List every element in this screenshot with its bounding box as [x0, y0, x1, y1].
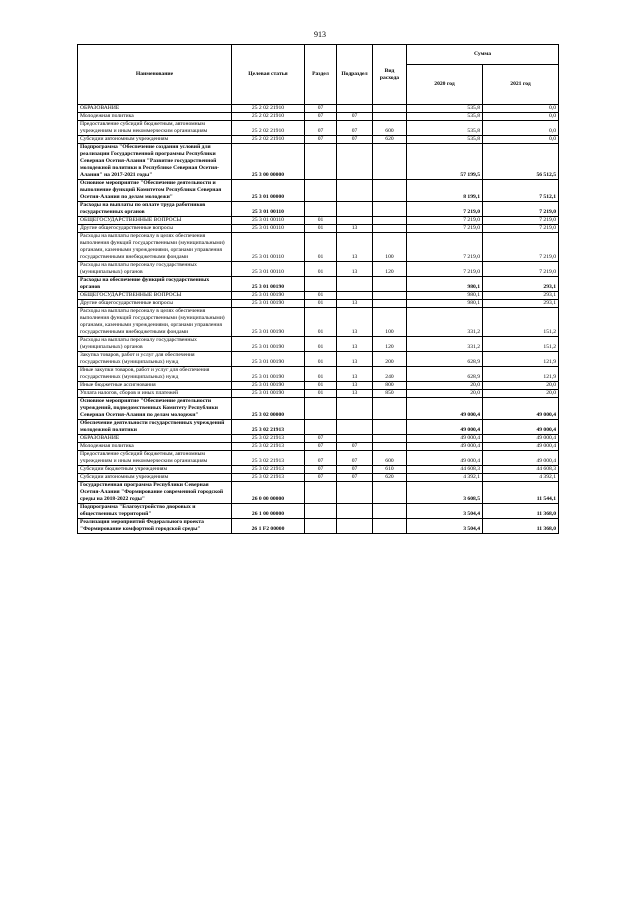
row-name: Расходы на выплаты персоналу в целях обеспечения выполнения функций государственными (муниципальными) органами, казенными учреждениями, органами управления государственными внебюджетными фондами	[78, 308, 232, 337]
row-target-code: 25 3 01 00000	[232, 180, 305, 202]
row-amount-2021: 49 000,4	[483, 420, 559, 435]
table-row	[78, 466, 559, 474]
table-row	[78, 136, 559, 144]
row-target-code: 25 3 02 21913	[232, 474, 305, 482]
table-row	[78, 113, 559, 121]
row-section: 01	[305, 337, 337, 352]
row-amount-2021: 0,0	[483, 136, 559, 144]
row-amount-2020: 331,2	[407, 337, 483, 352]
table-row	[78, 292, 559, 300]
row-section: 01	[305, 352, 337, 367]
table-row	[78, 451, 559, 466]
row-expense-type: 100	[373, 308, 407, 337]
row-name: Основное мероприятие "Обеспечение деятельности и выполнение функций Комитетом Республики Северная Осетия-Алания по делам молодежи"	[78, 180, 232, 202]
row-expense-type	[373, 217, 407, 225]
row-expense-type: 600	[373, 121, 407, 136]
row-name: ОБРАЗОВАНИЕ	[78, 105, 232, 113]
header-target: Целевая статья	[232, 45, 305, 105]
row-amount-2021: 151,2	[483, 337, 559, 352]
row-target-code: 26 0 00 00000	[232, 482, 305, 504]
row-amount-2021: 20,0	[483, 382, 559, 390]
row-subsection	[337, 202, 373, 217]
row-subsection: 13	[337, 308, 373, 337]
table-row	[78, 277, 559, 292]
row-amount-2021: 49 000,4	[483, 451, 559, 466]
table-row	[78, 474, 559, 482]
row-amount-2020: 3 504,4	[407, 504, 483, 519]
row-target-code: 25 3 01 00110	[232, 262, 305, 277]
table-row	[78, 390, 559, 398]
row-target-code: 25 2 02 21910	[232, 105, 305, 113]
row-subsection	[337, 398, 373, 420]
row-name: Другие общегосударственные вопросы	[78, 300, 232, 308]
row-section	[305, 482, 337, 504]
row-section: 07	[305, 105, 337, 113]
row-target-code: 25 3 02 21913	[232, 420, 305, 435]
table-row	[78, 519, 559, 534]
table-row	[78, 420, 559, 435]
row-expense-type	[373, 519, 407, 534]
row-expense-type	[373, 277, 407, 292]
row-amount-2020: 7 219,0	[407, 202, 483, 217]
row-section: 01	[305, 308, 337, 337]
table-row	[78, 308, 559, 337]
row-amount-2020: 7 219,0	[407, 217, 483, 225]
table-row	[78, 121, 559, 136]
row-expense-type	[373, 300, 407, 308]
row-subsection	[337, 292, 373, 300]
row-section: 01	[305, 225, 337, 233]
row-section	[305, 277, 337, 292]
row-target-code: 25 3 01 00110	[232, 225, 305, 233]
table-row	[78, 300, 559, 308]
row-subsection: 13	[337, 337, 373, 352]
row-amount-2021: 7 219,0	[483, 202, 559, 217]
row-amount-2021: 121,9	[483, 352, 559, 367]
header-2020: 2020 год	[407, 65, 483, 105]
row-amount-2020: 7 219,0	[407, 262, 483, 277]
row-target-code: 25 3 02 00000	[232, 398, 305, 420]
row-target-code: 25 3 02 21913	[232, 451, 305, 466]
header-subsection: Подраздел	[337, 45, 373, 105]
row-section: 07	[305, 136, 337, 144]
row-name: Закупка товаров, работ и услуг для обеспечения государственных (муниципальных) нужд	[78, 352, 232, 367]
row-expense-type	[373, 113, 407, 121]
row-amount-2020: 4 392,1	[407, 474, 483, 482]
row-subsection: 13	[337, 233, 373, 262]
row-expense-type: 120	[373, 262, 407, 277]
row-section: 07	[305, 121, 337, 136]
row-amount-2021: 7 219,0	[483, 233, 559, 262]
row-amount-2021: 7 219,0	[483, 217, 559, 225]
row-section: 01	[305, 300, 337, 308]
row-name: Субсидии бюджетным учреждениям	[78, 466, 232, 474]
table-row	[78, 398, 559, 420]
table-row	[78, 337, 559, 352]
row-name: Иные бюджетные ассигнования	[78, 382, 232, 390]
row-subsection: 13	[337, 352, 373, 367]
row-section: 07	[305, 443, 337, 451]
table-row	[78, 217, 559, 225]
row-amount-2021: 49 000,4	[483, 435, 559, 443]
row-expense-type	[373, 398, 407, 420]
table-row	[78, 105, 559, 113]
row-expense-type: 200	[373, 352, 407, 367]
row-target-code: 25 3 01 00190	[232, 367, 305, 382]
row-amount-2021: 293,1	[483, 292, 559, 300]
row-section: 07	[305, 435, 337, 443]
row-subsection	[337, 504, 373, 519]
row-amount-2020: 7 219,0	[407, 233, 483, 262]
row-amount-2021: 56 512,5	[483, 144, 559, 180]
row-amount-2020: 3 504,4	[407, 519, 483, 534]
row-amount-2021: 20,0	[483, 390, 559, 398]
table-row	[78, 225, 559, 233]
row-target-code: 25 2 02 21910	[232, 136, 305, 144]
row-expense-type: 800	[373, 382, 407, 390]
row-amount-2020: 980,1	[407, 300, 483, 308]
row-amount-2021: 11 544,1	[483, 482, 559, 504]
row-amount-2021: 44 608,3	[483, 466, 559, 474]
row-target-code: 25 3 01 00190	[232, 337, 305, 352]
row-expense-type: 610	[373, 466, 407, 474]
row-subsection: 13	[337, 382, 373, 390]
row-subsection	[337, 217, 373, 225]
table-row	[78, 482, 559, 504]
row-target-code: 25 3 02 21913	[232, 466, 305, 474]
row-amount-2021: 49 000,4	[483, 398, 559, 420]
row-name: Предоставление субсидий бюджетным, автономным учреждениям и иным некоммерческим организациям	[78, 451, 232, 466]
row-target-code: 25 3 00 00000	[232, 144, 305, 180]
row-amount-2020: 980,1	[407, 292, 483, 300]
row-expense-type	[373, 105, 407, 113]
row-section	[305, 420, 337, 435]
table-row	[78, 144, 559, 180]
table-row	[78, 233, 559, 262]
row-amount-2020: 20,0	[407, 382, 483, 390]
header-section: Раздел	[305, 45, 337, 105]
row-amount-2021: 0,0	[483, 105, 559, 113]
row-subsection	[337, 482, 373, 504]
row-name: Субсидии автономным учреждениям	[78, 474, 232, 482]
row-subsection	[337, 435, 373, 443]
row-amount-2021: 7 219,0	[483, 225, 559, 233]
row-section: 01	[305, 233, 337, 262]
row-subsection	[337, 420, 373, 435]
header-2021: 2021 год	[483, 65, 559, 105]
row-expense-type: 620	[373, 136, 407, 144]
table-body	[78, 105, 559, 534]
row-amount-2021: 11 368,0	[483, 519, 559, 534]
row-amount-2020: 535,8	[407, 105, 483, 113]
row-section: 01	[305, 292, 337, 300]
row-name: Расходы на обеспечение функций государственных органов	[78, 277, 232, 292]
row-amount-2021: 293,1	[483, 300, 559, 308]
row-amount-2021: 49 000,4	[483, 443, 559, 451]
row-amount-2020: 535,8	[407, 136, 483, 144]
row-target-code: 25 3 01 00110	[232, 217, 305, 225]
row-expense-type: 600	[373, 451, 407, 466]
row-section	[305, 144, 337, 180]
row-subsection: 07	[337, 443, 373, 451]
row-section: 01	[305, 262, 337, 277]
row-section	[305, 398, 337, 420]
table-row	[78, 382, 559, 390]
row-section	[305, 519, 337, 534]
header-sum: Сумма	[407, 45, 559, 65]
row-expense-type	[373, 180, 407, 202]
row-amount-2021: 0,0	[483, 113, 559, 121]
row-target-code: 25 3 02 21913	[232, 443, 305, 451]
row-target-code: 25 2 02 21910	[232, 113, 305, 121]
row-name: Расходы на выплаты персоналу в целях обеспечения выполнения функций государственными (муниципальными) органами, казенными учреждениями, органами управления государственными внебюджетными фондами	[78, 233, 232, 262]
row-amount-2020: 7 219,0	[407, 225, 483, 233]
row-subsection: 07	[337, 451, 373, 466]
row-name: Субсидии автономным учреждениям	[78, 136, 232, 144]
row-subsection: 13	[337, 367, 373, 382]
row-name: ОБЩЕГОСУДАРСТВЕННЫЕ ВОПРОСЫ	[78, 217, 232, 225]
row-amount-2021: 293,1	[483, 277, 559, 292]
row-name: Подпрограмма "Благоустройство дворовых и общественных территорий"	[78, 504, 232, 519]
row-subsection	[337, 519, 373, 534]
budget-table	[77, 44, 559, 534]
row-subsection: 13	[337, 300, 373, 308]
row-section	[305, 504, 337, 519]
row-amount-2020: 8 199,1	[407, 180, 483, 202]
row-expense-type	[373, 435, 407, 443]
row-name: ОБЩЕГОСУДАРСТВЕННЫЕ ВОПРОСЫ	[78, 292, 232, 300]
row-target-code: 25 3 01 00190	[232, 300, 305, 308]
row-amount-2020: 44 608,3	[407, 466, 483, 474]
row-target-code: 25 3 01 00110	[232, 233, 305, 262]
row-target-code: 25 3 01 00190	[232, 292, 305, 300]
row-amount-2020: 628,9	[407, 367, 483, 382]
row-expense-type	[373, 420, 407, 435]
row-name: Другие общегосударственные вопросы	[78, 225, 232, 233]
row-amount-2020: 980,1	[407, 277, 483, 292]
row-name: Подпрограмма "Обеспечение создания условий для реализации Государственной программы Республики Северная Осетия-Алания "Развитие государственной молодежной политики в Республике Северная Осетия-Алания" на 2017-2021 годы"	[78, 144, 232, 180]
row-subsection	[337, 144, 373, 180]
row-amount-2021: 7 219,0	[483, 262, 559, 277]
row-name: Предоставление субсидий бюджетным, автономным учреждениям и иным некоммерческим организациям	[78, 121, 232, 136]
row-name: Уплата налогов, сборов и иных платежей	[78, 390, 232, 398]
row-section: 07	[305, 113, 337, 121]
table-row	[78, 202, 559, 217]
row-target-code: 25 3 01 00110	[232, 202, 305, 217]
row-target-code: 25 3 01 00190	[232, 382, 305, 390]
row-amount-2021: 7 512,1	[483, 180, 559, 202]
row-subsection: 13	[337, 262, 373, 277]
table-row	[78, 180, 559, 202]
row-target-code: 25 3 01 00190	[232, 390, 305, 398]
row-target-code: 25 3 01 00190	[232, 277, 305, 292]
row-subsection: 13	[337, 390, 373, 398]
row-section	[305, 202, 337, 217]
row-amount-2020: 57 199,5	[407, 144, 483, 180]
table-row	[78, 504, 559, 519]
row-amount-2020: 628,9	[407, 352, 483, 367]
row-amount-2021: 0,0	[483, 121, 559, 136]
row-target-code: 25 2 02 21910	[232, 121, 305, 136]
row-name: Реализация мероприятий Федерального проекта "Формирование комфортной городской среды"	[78, 519, 232, 534]
row-amount-2020: 49 000,4	[407, 398, 483, 420]
row-expense-type	[373, 443, 407, 451]
row-section: 01	[305, 390, 337, 398]
row-target-code: 25 3 01 00190	[232, 308, 305, 337]
row-expense-type	[373, 144, 407, 180]
page-number: 913	[314, 30, 326, 39]
row-name: Расходы на выплаты персоналу государственных (муниципальных) органов	[78, 262, 232, 277]
row-amount-2020: 49 000,4	[407, 443, 483, 451]
row-subsection	[337, 105, 373, 113]
row-section: 07	[305, 474, 337, 482]
table-row	[78, 352, 559, 367]
table-row	[78, 443, 559, 451]
row-section: 01	[305, 217, 337, 225]
row-target-code: 25 3 02 21913	[232, 435, 305, 443]
row-subsection	[337, 277, 373, 292]
row-expense-type	[373, 292, 407, 300]
table-row	[78, 367, 559, 382]
row-amount-2020: 3 608,5	[407, 482, 483, 504]
row-amount-2020: 535,8	[407, 113, 483, 121]
row-name: Обеспечение деятельности государственных учреждений молодежной политики	[78, 420, 232, 435]
table-header	[78, 45, 559, 105]
row-expense-type	[373, 504, 407, 519]
table-row	[78, 262, 559, 277]
row-name: Государственная программа Республики Северная Осетия-Алания "Формирование современной городской среды на 2018-2022 годы"	[78, 482, 232, 504]
header-expense-type: Вид расхода	[373, 45, 407, 105]
row-amount-2021: 121,9	[483, 367, 559, 382]
row-section: 07	[305, 466, 337, 474]
row-expense-type: 240	[373, 367, 407, 382]
row-expense-type: 620	[373, 474, 407, 482]
row-expense-type	[373, 225, 407, 233]
row-subsection: 07	[337, 474, 373, 482]
row-amount-2020: 49 000,4	[407, 435, 483, 443]
row-name: Основное мероприятие "Обеспечение деятельности учреждений, подведомственных Комитету Республики Северная Осетия-Алания по делам молодежи"	[78, 398, 232, 420]
row-subsection: 07	[337, 466, 373, 474]
row-name: Иные закупки товаров, работ и услуг для обеспечения государственных (муниципальных) нужд	[78, 367, 232, 382]
header-name: Наименование	[78, 45, 232, 105]
row-name: Молодежная политика	[78, 443, 232, 451]
row-amount-2020: 20,0	[407, 390, 483, 398]
row-amount-2020: 535,8	[407, 121, 483, 136]
row-target-code: 26 1 F2 00000	[232, 519, 305, 534]
row-amount-2020: 331,2	[407, 308, 483, 337]
row-expense-type: 850	[373, 390, 407, 398]
row-target-code: 25 3 01 00190	[232, 352, 305, 367]
row-name: Молодежная политика	[78, 113, 232, 121]
row-expense-type	[373, 202, 407, 217]
row-name: ОБРАЗОВАНИЕ	[78, 435, 232, 443]
row-subsection: 07	[337, 121, 373, 136]
row-amount-2021: 11 368,0	[483, 504, 559, 519]
row-section: 01	[305, 382, 337, 390]
row-amount-2020: 49 000,4	[407, 420, 483, 435]
row-amount-2020: 49 000,4	[407, 451, 483, 466]
row-amount-2021: 4 392,1	[483, 474, 559, 482]
row-section	[305, 180, 337, 202]
row-section: 07	[305, 451, 337, 466]
row-subsection: 07	[337, 113, 373, 121]
row-target-code: 26 1 00 00000	[232, 504, 305, 519]
row-amount-2021: 151,2	[483, 308, 559, 337]
row-subsection: 07	[337, 136, 373, 144]
row-subsection	[337, 180, 373, 202]
row-section: 01	[305, 367, 337, 382]
row-expense-type: 100	[373, 233, 407, 262]
table-row	[78, 435, 559, 443]
row-subsection: 13	[337, 225, 373, 233]
row-name: Расходы на выплаты по оплате труда работников государственных органов	[78, 202, 232, 217]
row-name: Расходы на выплаты персоналу государственных (муниципальных) органов	[78, 337, 232, 352]
row-expense-type: 120	[373, 337, 407, 352]
row-expense-type	[373, 482, 407, 504]
